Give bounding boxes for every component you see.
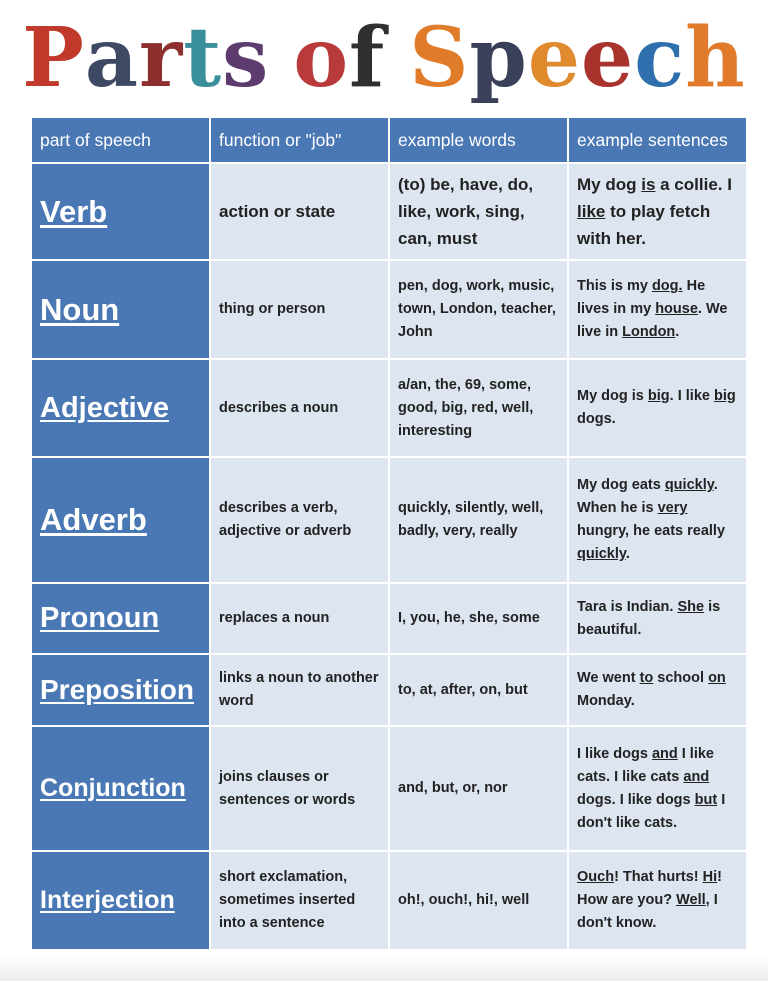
sentence-text: We went (577, 670, 640, 686)
example-words-cell: oh!, ouch!, hi!, well (389, 851, 568, 950)
sentence-text: . (625, 546, 630, 562)
example-words-cell: a/an, the, 69, some, good, big, red, well, interesting (389, 359, 568, 457)
example-sentence-cell (568, 851, 747, 950)
function-cell: action or state (210, 163, 389, 260)
example-sentence-cell (568, 654, 747, 726)
title-letter: a (84, 10, 140, 106)
highlighted-word: like (577, 202, 606, 221)
highlighted-word: very (657, 500, 688, 516)
sentence-text: . When he is (577, 477, 718, 516)
example-words-cell: and, but, or, nor (389, 726, 568, 851)
title-letter: f (349, 10, 386, 106)
example-sentence-cell (568, 457, 747, 583)
sentence-text: My dog is (577, 388, 648, 404)
sentence-text: , I don't know. (577, 892, 718, 931)
header-part-of-speech: part of speech (31, 117, 210, 163)
function-cell: describes a noun (210, 359, 389, 457)
sentence-text: He lives in my (577, 278, 706, 317)
highlighted-word: and (683, 768, 710, 785)
sentence-text: is beautiful. (577, 598, 721, 638)
example-sentence-cell (568, 260, 747, 359)
table-row (31, 359, 747, 457)
page-title (0, 4, 768, 112)
sentence-text: My dog (577, 175, 642, 194)
function-cell: joins clauses or sentences or words (210, 726, 389, 851)
part-of-speech-name[interactable]: Adverb (31, 457, 210, 583)
example-words-cell: pen, dog, work, music, town, London, teacher, John (389, 260, 568, 359)
part-of-speech-name[interactable]: Interjection (31, 851, 210, 950)
sentence-text: school (653, 670, 709, 686)
sentence-text: My dog eats (577, 477, 665, 493)
part-of-speech-name[interactable]: Preposition (31, 654, 210, 726)
example-sentence-cell (568, 163, 747, 260)
part-of-speech-name[interactable]: Noun (31, 260, 210, 359)
highlighted-word: She (677, 598, 705, 615)
highlighted-word: quickly (577, 546, 626, 562)
title-letter: P (22, 10, 85, 106)
table-row (31, 260, 747, 359)
parts-of-speech-table (30, 116, 748, 951)
table-row (31, 654, 747, 726)
sentence-text: . I like (669, 388, 714, 404)
function-cell: describes a verb, adjective or adverb (210, 457, 389, 583)
sentence-text: I like cats. I like cats (577, 745, 714, 785)
table-row (31, 726, 747, 851)
sentence-text: Monday. (577, 693, 635, 709)
sentence-text: hungry, he eats really (577, 523, 726, 539)
part-of-speech-name[interactable]: Conjunction (31, 726, 210, 851)
part-of-speech-name[interactable]: Pronoun (31, 583, 210, 654)
example-words-cell: (to) be, have, do, like, work, sing, can, must (389, 163, 568, 260)
example-sentence-cell (568, 726, 747, 851)
title-letter: t (183, 10, 223, 106)
title-letter: e (527, 10, 582, 106)
highlighted-word: quickly (664, 477, 714, 493)
sentence-text: ! How are you? (577, 869, 723, 908)
example-sentence-cell (568, 583, 747, 654)
example-words-cell: to, at, after, on, but (389, 654, 568, 726)
function-cell: short exclamation, sometimes inserted into a sentence (210, 851, 389, 950)
sentence-text: a collie. I (655, 175, 732, 194)
part-of-speech-name[interactable]: Adjective (31, 359, 210, 457)
function-cell: links a noun to another word (210, 654, 389, 726)
sentence-text: dogs. I like dogs (577, 791, 695, 808)
highlighted-word: Well (676, 892, 706, 908)
highlighted-word: London (622, 324, 676, 340)
title-letter: c (634, 10, 686, 106)
function-cell: thing or person (210, 260, 389, 359)
sentence-text: This is my (577, 278, 652, 294)
highlighted-word: on (708, 670, 726, 686)
sentence-text: dogs. (577, 411, 616, 427)
example-words-cell: I, you, he, she, some (389, 583, 568, 654)
title-letter: s (222, 10, 270, 106)
header-row (31, 117, 747, 163)
highlighted-word: Ouch (577, 869, 615, 885)
sentence-text: Tara is Indian. (577, 598, 678, 615)
sentence-text: I don't like cats. (577, 791, 726, 831)
sentence-text: . (675, 324, 680, 340)
header-example-sentences: example sentences (568, 117, 747, 163)
example-words-cell: quickly, silently, well, badly, very, really (389, 457, 568, 583)
header-function: function or "job" (210, 117, 389, 163)
sentence-text: ! That hurts! (614, 869, 703, 885)
highlighted-word: Hi (702, 869, 718, 885)
example-sentence-cell (568, 359, 747, 457)
highlighted-word: dog. (651, 278, 683, 294)
title-letter: r (139, 10, 184, 106)
highlighted-word: and (651, 745, 678, 762)
highlighted-word: big (647, 388, 670, 404)
title-letter: e (581, 10, 635, 106)
table-row (31, 583, 747, 654)
highlighted-word: is (641, 175, 656, 194)
title-letter: o (293, 10, 350, 106)
table-row (31, 457, 747, 583)
header-example-words: example words (389, 117, 568, 163)
table-row (31, 851, 747, 950)
function-cell: replaces a noun (210, 583, 389, 654)
highlighted-word: house (655, 301, 698, 317)
sentence-text: I like dogs (577, 745, 652, 762)
sentence-text: to play fetch with her. (577, 202, 711, 248)
highlighted-word: to (639, 670, 654, 686)
highlighted-word: but (694, 791, 718, 808)
part-of-speech-name[interactable]: Verb (31, 163, 210, 260)
title-letter: S (409, 10, 470, 106)
title-letter: p (469, 10, 528, 106)
sentence-text: . We live in (577, 301, 728, 340)
highlighted-word: big (714, 388, 736, 404)
title-letter: h (685, 10, 746, 106)
table-row (31, 163, 747, 260)
bottom-shade (0, 955, 768, 981)
